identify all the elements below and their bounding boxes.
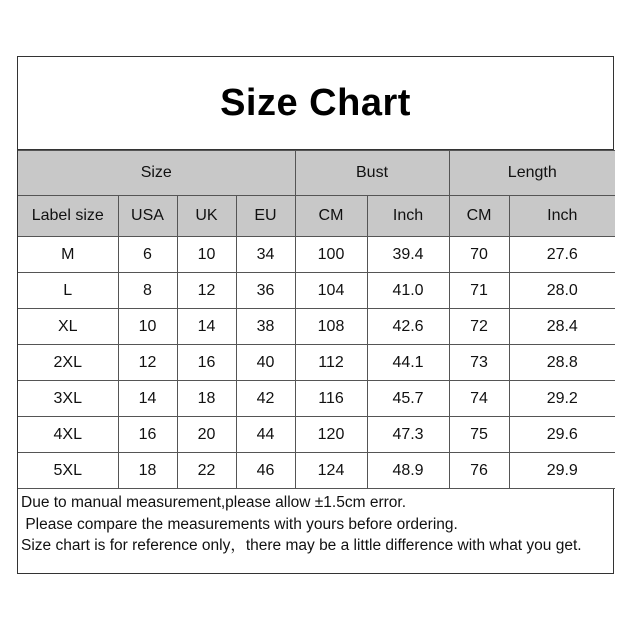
table-cell: 74	[449, 381, 509, 417]
column-header-row	[18, 196, 615, 237]
table-cell: L	[18, 273, 118, 309]
table-cell: 16	[118, 417, 177, 453]
table-cell: 73	[449, 345, 509, 381]
table-cell: 4XL	[18, 417, 118, 453]
table-cell: 108	[295, 309, 367, 345]
table-cell: 3XL	[18, 381, 118, 417]
table-cell: 16	[177, 345, 236, 381]
table-cell: 5XL	[18, 453, 118, 489]
table-row	[18, 345, 615, 381]
table-row	[18, 417, 615, 453]
table-cell: 10	[177, 237, 236, 273]
table-cell: 20	[177, 417, 236, 453]
table-row	[18, 273, 615, 309]
column-header-label-size: Label size	[18, 196, 118, 237]
table-cell: 28.8	[509, 345, 615, 381]
table-row	[18, 453, 615, 489]
table-cell: 22	[177, 453, 236, 489]
note-line: Size chart is for reference only，there may be a little difference with what you get.	[21, 537, 582, 554]
table-cell: 14	[118, 381, 177, 417]
table-cell: 112	[295, 345, 367, 381]
table-row	[18, 309, 615, 345]
table-cell: 75	[449, 417, 509, 453]
table-cell: 28.0	[509, 273, 615, 309]
table-cell: 28.4	[509, 309, 615, 345]
table-cell: 47.3	[367, 417, 449, 453]
table-cell: 2XL	[18, 345, 118, 381]
table-cell: 46	[236, 453, 295, 489]
column-header-uk: UK	[177, 196, 236, 237]
table-cell: 29.6	[509, 417, 615, 453]
table-cell: 42.6	[367, 309, 449, 345]
group-header-bust: Bust	[295, 151, 449, 196]
table-cell: 12	[177, 273, 236, 309]
table-cell: 34	[236, 237, 295, 273]
table-cell: 29.2	[509, 381, 615, 417]
table-cell: 76	[449, 453, 509, 489]
size-table	[18, 150, 615, 489]
group-header-row	[18, 151, 615, 196]
table-cell: 10	[118, 309, 177, 345]
table-cell: 48.9	[367, 453, 449, 489]
table-cell: 42	[236, 381, 295, 417]
table-cell: 104	[295, 273, 367, 309]
table-cell: 71	[449, 273, 509, 309]
table-cell: 124	[295, 453, 367, 489]
table-cell: 29.9	[509, 453, 615, 489]
measurement-notes	[18, 489, 613, 557]
note-line: Please compare the measurements with yours before ordering.	[21, 515, 458, 533]
table-cell: 8	[118, 273, 177, 309]
table-cell: 70	[449, 237, 509, 273]
column-header-length-inch: Inch	[509, 196, 615, 237]
group-header-size: Size	[18, 151, 295, 196]
table-cell: 100	[295, 237, 367, 273]
column-header-bust-inch: Inch	[367, 196, 449, 237]
table-cell: 40	[236, 345, 295, 381]
table-cell: 36	[236, 273, 295, 309]
table-row	[18, 381, 615, 417]
table-cell: 45.7	[367, 381, 449, 417]
table-cell: 116	[295, 381, 367, 417]
column-header-length-cm: CM	[449, 196, 509, 237]
table-cell: 44	[236, 417, 295, 453]
table-cell: 14	[177, 309, 236, 345]
table-cell: 6	[118, 237, 177, 273]
size-chart-frame	[17, 56, 614, 574]
table-cell: 120	[295, 417, 367, 453]
table-cell: 12	[118, 345, 177, 381]
page-title: Size Chart	[220, 81, 411, 124]
title-bar	[18, 57, 613, 150]
table-cell: 39.4	[367, 237, 449, 273]
column-header-usa: USA	[118, 196, 177, 237]
table-cell: 18	[177, 381, 236, 417]
table-cell: 44.1	[367, 345, 449, 381]
table-cell: 41.0	[367, 273, 449, 309]
group-header-length: Length	[449, 151, 615, 196]
note-line: Due to manual measurement,please allow ±1.5cm error.	[21, 494, 406, 511]
table-cell: 38	[236, 309, 295, 345]
table-cell: 27.6	[509, 237, 615, 273]
table-cell: M	[18, 237, 118, 273]
table-cell: XL	[18, 309, 118, 345]
table-cell: 72	[449, 309, 509, 345]
column-header-bust-cm: CM	[295, 196, 367, 237]
column-header-eu: EU	[236, 196, 295, 237]
table-cell: 18	[118, 453, 177, 489]
table-row	[18, 237, 615, 273]
